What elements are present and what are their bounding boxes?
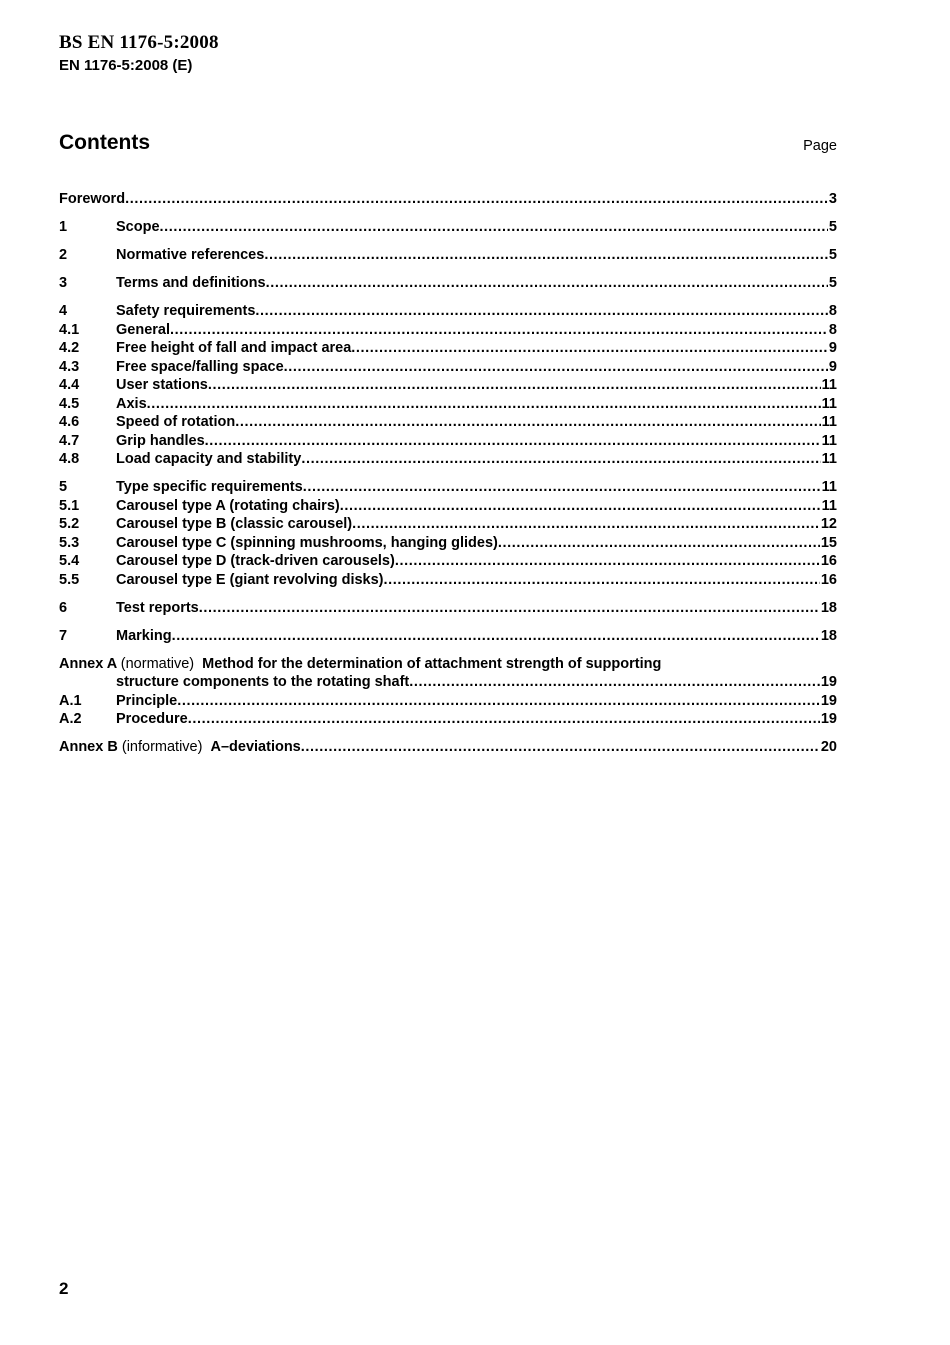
toc-section-number: 4.3 — [59, 358, 80, 375]
toc-page-number: 11 — [821, 432, 837, 449]
toc-entry-text: User stations — [116, 377, 208, 393]
toc-entry-5-3[interactable] — [59, 534, 837, 553]
leader-dots — [188, 710, 820, 729]
toc-section-number: 3 — [59, 275, 68, 291]
leader-dots — [235, 413, 820, 432]
toc-entry-text: Test reports — [116, 599, 199, 616]
leader-dots — [301, 738, 820, 757]
toc-entry-test-reports[interactable] — [59, 599, 837, 618]
toc-section-number: 4.4 — [59, 377, 80, 393]
leader-dots — [205, 432, 821, 451]
standard-designation-bs: BS EN 1176-5:2008 — [59, 32, 219, 53]
toc-entry-text: Procedure — [116, 711, 188, 727]
toc-entry-a-1[interactable] — [59, 692, 837, 711]
toc-page-number: 19 — [820, 692, 837, 709]
toc-entry-text: Free height of fall and impact area — [116, 340, 352, 356]
toc-page-number: 8 — [828, 321, 837, 338]
toc-page-number: 12 — [820, 516, 837, 532]
toc-section-number: 4.2 — [59, 340, 80, 356]
toc-entry-4-6[interactable] — [59, 413, 837, 432]
leader-dots — [264, 246, 828, 265]
toc-entry-text: Speed of rotation — [116, 414, 236, 430]
toc-entry-5-1[interactable] — [59, 497, 837, 516]
annex-label: Annex B — [59, 739, 118, 755]
leader-dots — [284, 358, 828, 377]
toc-entry-text: Load capacity and stability — [116, 451, 302, 467]
toc-section-number: 2 — [59, 247, 68, 263]
toc-entry-4-1[interactable] — [59, 321, 837, 340]
toc-section-number: 5 — [59, 479, 68, 495]
toc-section-number: 5.4 — [59, 553, 80, 569]
toc-entry-terms-definitions[interactable] — [59, 274, 837, 293]
toc-section-number: 5.3 — [59, 534, 80, 551]
toc-entry-text: Terms and definitions — [116, 275, 266, 291]
toc-section-number: 4.5 — [59, 395, 80, 412]
toc-section-number: 4.7 — [59, 432, 80, 449]
toc-entry-text: Type specific requirements — [116, 479, 303, 495]
toc-page-number: 16 — [820, 553, 837, 569]
toc-entry-4-2[interactable] — [59, 339, 837, 358]
toc-entry-text: General — [116, 321, 170, 338]
toc-entry-safety-requirements[interactable] — [59, 302, 837, 321]
leader-dots — [409, 673, 820, 692]
toc-entry-scope[interactable] — [59, 218, 837, 237]
annex-title-line1: Method for the determination of attachment strength of supporting — [202, 655, 662, 672]
page-number: 2 — [59, 1279, 69, 1298]
toc-page-number: 8 — [828, 303, 837, 319]
toc-entry-4-8[interactable] — [59, 450, 837, 469]
toc-page-number: 9 — [828, 358, 837, 375]
toc-entry-text: A–deviations — [210, 739, 301, 755]
page-column-label: Page — [803, 138, 837, 154]
leader-dots — [266, 274, 828, 293]
leader-dots — [160, 218, 828, 237]
toc-entry-text: Safety requirements — [116, 303, 256, 319]
toc-entry-4-4[interactable] — [59, 376, 837, 395]
toc-page-number: 11 — [821, 451, 837, 467]
leader-dots — [498, 534, 820, 553]
toc-section-number: 1 — [59, 219, 68, 235]
toc-entry-annex-a-cont[interactable] — [59, 673, 837, 692]
standard-designation-en: EN 1176-5:2008 (E) — [59, 57, 193, 74]
toc-entry-marking[interactable] — [59, 627, 837, 646]
page-title: Contents — [59, 131, 150, 154]
toc-page-number: 5 — [828, 219, 837, 235]
toc-page-number: 9 — [828, 340, 837, 356]
leader-dots — [199, 599, 820, 618]
toc-section-number: A.1 — [59, 692, 82, 709]
leader-dots — [147, 395, 821, 414]
toc-page-number: 5 — [828, 275, 837, 291]
leader-dots — [301, 450, 820, 469]
toc-page-number: 11 — [821, 414, 837, 430]
toc-page-number: 11 — [821, 377, 837, 393]
toc-page-number: 11 — [821, 479, 837, 495]
toc-page-number: 19 — [820, 674, 837, 690]
toc-entry-text: Scope — [116, 219, 160, 235]
toc-entry-5-2[interactable] — [59, 515, 837, 534]
toc-entry-text: Free space/falling space — [116, 358, 284, 375]
toc-entry-annex-b[interactable] — [59, 738, 837, 757]
toc-section-number: 5.1 — [59, 497, 80, 514]
toc-entry-text: Carousel type C (spinning mushrooms, hanging glides) — [116, 534, 498, 551]
toc-page-number: 18 — [820, 627, 837, 644]
toc-entry-4-3[interactable] — [59, 358, 837, 377]
toc-entry-text: Grip handles — [116, 432, 205, 449]
toc-section-number: 4 — [59, 303, 68, 319]
toc-entry-type-specific[interactable] — [59, 478, 837, 497]
leader-dots — [208, 376, 821, 395]
leader-dots — [351, 339, 828, 358]
toc-page-number: 19 — [820, 711, 837, 727]
toc-page-number: 15 — [820, 534, 837, 551]
toc-section-number: 5.2 — [59, 516, 80, 532]
toc-entry-text: Normative references — [116, 247, 265, 263]
leader-dots — [395, 552, 820, 571]
toc-page-number: 11 — [821, 395, 837, 412]
toc-page-number: 11 — [821, 497, 837, 514]
toc-entry-text: Carousel type E (giant revolving disks) — [116, 571, 384, 588]
toc-section-number: 7 — [59, 627, 68, 644]
toc-entry-text: Carousel type B (classic carousel) — [116, 516, 353, 532]
toc-entry-4-5[interactable] — [59, 395, 837, 414]
toc-entry-text: Carousel type D (track-driven carousels) — [116, 553, 395, 569]
toc-entry-5-4[interactable] — [59, 552, 837, 571]
toc-section-number: 4.6 — [59, 414, 80, 430]
toc-entry-text: Foreword — [59, 191, 126, 207]
toc-page-number: 18 — [820, 599, 837, 616]
toc-section-number: 4.1 — [59, 321, 80, 338]
toc-entry-text: Axis — [116, 395, 147, 412]
leader-dots — [384, 571, 820, 590]
toc-page-number: 16 — [820, 571, 837, 588]
annex-kind: (normative) — [120, 655, 195, 672]
toc-entry-normative-references[interactable] — [59, 246, 837, 265]
toc-section-number: 6 — [59, 599, 68, 616]
toc-entry-text: Carousel type A (rotating chairs) — [116, 497, 340, 514]
toc-entry-foreword[interactable] — [59, 190, 837, 209]
leader-dots — [125, 190, 828, 209]
leader-dots — [352, 515, 820, 534]
toc-entry-a-2[interactable] — [59, 710, 837, 729]
leader-dots — [177, 692, 820, 711]
table-of-contents — [59, 190, 837, 757]
annex-kind: (informative) — [121, 739, 203, 755]
toc-page-number: 20 — [820, 739, 837, 755]
toc-entry-4-7[interactable] — [59, 432, 837, 451]
toc-section-number: 5.5 — [59, 571, 80, 588]
annex-title-line2: structure components to the rotating shaft — [116, 674, 410, 690]
leader-dots — [170, 321, 828, 340]
leader-dots — [303, 478, 821, 497]
toc-section-number: A.2 — [59, 711, 82, 727]
toc-entry-text: Principle — [116, 692, 178, 709]
toc-entry-text: Marking — [116, 627, 172, 644]
toc-page-number: 5 — [828, 247, 837, 263]
toc-entry-5-5[interactable] — [59, 571, 837, 590]
leader-dots — [255, 302, 828, 321]
toc-page-number: 3 — [828, 191, 837, 207]
annex-label: Annex A — [59, 655, 117, 672]
toc-entry-annex-a[interactable] — [59, 655, 837, 674]
leader-dots — [172, 627, 820, 646]
toc-section-number: 4.8 — [59, 451, 80, 467]
leader-dots — [340, 497, 821, 516]
